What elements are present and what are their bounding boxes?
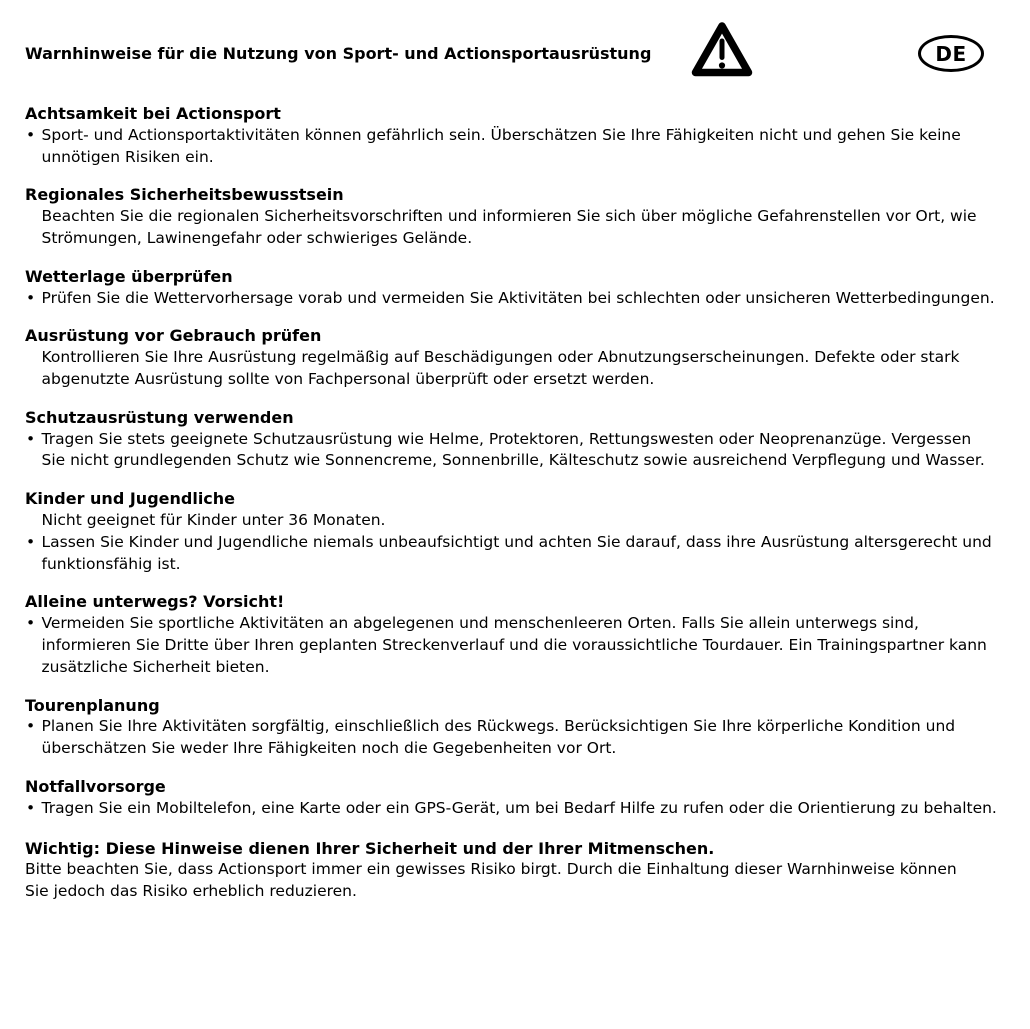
section-heading: Tourenplanung <box>25 695 160 715</box>
bullet-item <box>25 532 998 576</box>
bullet-item <box>25 429 998 473</box>
item-text: Tragen Sie stets geeignete Schutzausrüstung wie Helme, Protektoren, Rettungswesten oder Neoprenanzüge. Vergessen Sie nicht grundlegenden Schutz wie Sonnencreme, Sonnenbrille, Kälteschutz sowie ausreichend Verpflegung und Wasser. <box>41 429 985 470</box>
language-badge-de <box>918 35 984 72</box>
bullet-item <box>25 798 998 820</box>
plain-item <box>25 510 998 532</box>
warning-section <box>25 591 1000 678</box>
item-text: Nicht geeignet für Kinder unter 36 Monaten. <box>41 510 386 529</box>
section-heading: Notfallvorsorge <box>25 776 166 796</box>
section-heading: Alleine unterwegs? Vorsicht! <box>25 592 285 612</box>
item-text: Kontrollieren Sie Ihre Ausrüstung regelmäßig auf Beschädigungen oder Abnutzungserscheinungen. Defekte oder stark abgenutzte Ausrüstung sollte von Fachpersonal überprüft oder ersetzt werden. <box>41 348 960 388</box>
bullet-item <box>25 288 998 310</box>
footer-note <box>25 838 1000 903</box>
bullet-item <box>25 613 998 678</box>
item-text: Beachten Sie die regionalen Sicherheitsvorschriften und informieren Sie sich über mögliche Gefahrenstellen vor Ort, wie Strömungen, Lawinengefahr oder schwieriges Gelände. <box>41 207 977 247</box>
warning-triangle-icon <box>690 20 754 82</box>
section-heading: Wetterlage überprüfen <box>25 266 233 286</box>
page-title: Warnhinweise für die Nutzung von Sport- und Actionsportausrüstung <box>25 44 652 63</box>
document-header <box>25 0 1000 103</box>
warning-section <box>25 184 1000 249</box>
item-text: Tragen Sie ein Mobiltelefon, eine Karte oder ein GPS-Gerät, um bei Bedarf Hilfe zu rufen oder die Orientierung zu behalten. <box>41 798 997 817</box>
bullet-marker: • <box>26 288 36 307</box>
plain-item <box>25 347 998 391</box>
section-heading: Regionales Sicherheitsbewusstsein <box>25 185 344 205</box>
warning-section <box>25 776 1000 820</box>
language-badge-label: DE <box>935 41 967 66</box>
bullet-marker: • <box>26 532 36 551</box>
warning-section <box>25 266 1000 310</box>
section-heading: Ausrüstung vor Gebrauch prüfen <box>25 326 322 346</box>
item-text: Vermeiden Sie sportliche Aktivitäten an abgelegenen und menschenleeren Orten. Falls Sie allein unterwegs sind, informieren Sie Dritte über Ihren geplanten Streckenverlauf und die voraussichtliche Tourdauer. Ein Trainingspartner kann zusätzliche Sicherheit bieten. <box>41 614 987 676</box>
section-heading: Schutzausrüstung verwenden <box>25 407 294 427</box>
footer-text: Bitte beachten Sie, dass Actionsport immer ein gewisses Risiko birgt. Durch die Einhaltung dieser Warnhinweise können Sie jedoch das Risiko erheblich reduzieren. <box>25 860 957 901</box>
warning-section <box>25 407 1000 472</box>
section-heading: Achtsamkeit bei Actionsport <box>25 104 281 123</box>
bullet-item <box>25 125 998 169</box>
warning-section <box>25 695 1000 760</box>
warning-section <box>25 488 1000 575</box>
bullet-marker: • <box>26 717 36 736</box>
item-text: Planen Sie Ihre Aktivitäten sorgfältig, einschließlich des Rückwegs. Berücksichtigen Sie Ihre körperliche Kondition und überschätzen Sie weder Ihre Fähigkeiten noch die Gegebenheiten vor Ort. <box>41 717 956 758</box>
section-heading: Kinder und Jugendliche <box>25 489 236 509</box>
bullet-marker: • <box>26 429 36 448</box>
bullet-marker: • <box>26 614 36 633</box>
item-text: Sport- und Actionsportaktivitäten können gefährlich sein. Überschätzen Sie Ihre Fähigkeiten nicht und gehen Sie keine unnötigen Risiken ein. <box>41 125 961 166</box>
plain-item <box>25 206 998 250</box>
warning-section <box>25 103 1000 168</box>
bullet-item <box>25 716 998 760</box>
bullet-marker: • <box>26 798 36 817</box>
footer-heading: Wichtig: Diese Hinweise dienen Ihrer Sicherheit und der Ihrer Mitmenschen. <box>25 838 715 858</box>
item-text: Lassen Sie Kinder und Jugendliche niemals unbeaufsichtigt und achten Sie darauf, dass ihre Ausrüstung altersgerecht und funktionsfähig ist. <box>41 532 992 573</box>
warning-section <box>25 325 1000 390</box>
item-text: Prüfen Sie die Wettervorhersage vorab und vermeiden Sie Aktivitäten bei schlechten oder unsicheren Wetterbedingungen. <box>41 288 995 307</box>
bullet-marker: • <box>26 125 36 144</box>
sections <box>25 103 1000 820</box>
